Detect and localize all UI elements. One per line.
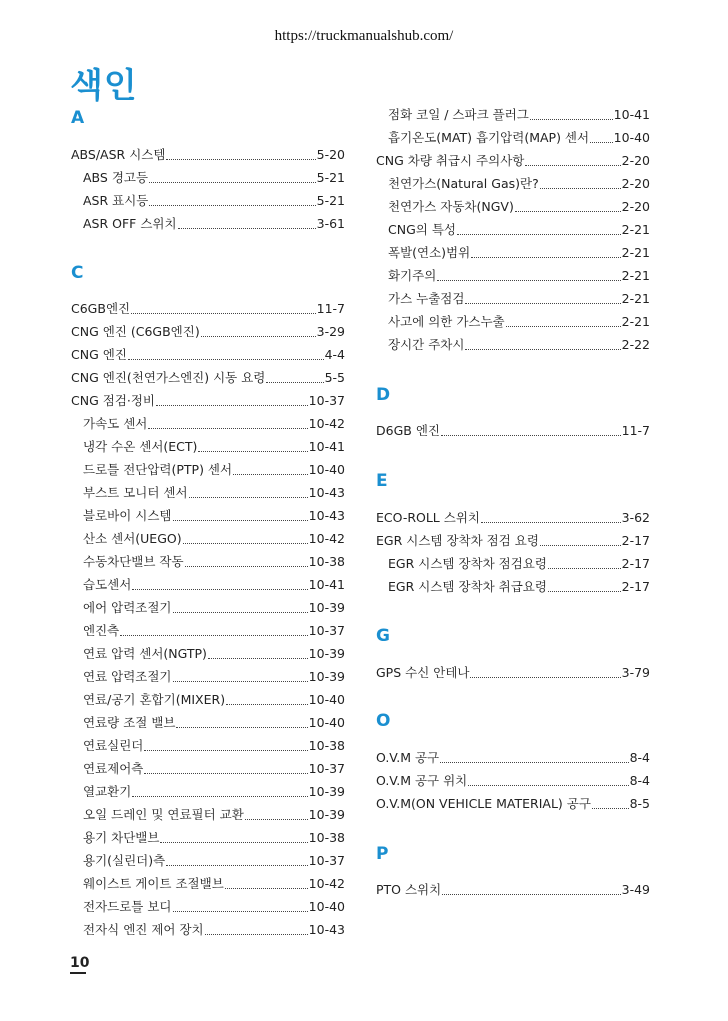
dot-leader bbox=[233, 474, 308, 475]
index-entry-page: 10-40 bbox=[308, 692, 345, 707]
index-entry bbox=[83, 898, 345, 916]
index-entry bbox=[388, 129, 650, 147]
index-entry-label: 가속도 센서 bbox=[83, 416, 148, 431]
index-entry-label: 폭발(연소)범위 bbox=[388, 245, 471, 260]
dot-leader bbox=[525, 165, 620, 166]
index-entry-page: 2-21 bbox=[621, 222, 650, 237]
index-entry bbox=[71, 369, 345, 387]
index-entry bbox=[83, 169, 345, 187]
dot-leader bbox=[245, 819, 308, 820]
index-entry bbox=[83, 576, 345, 594]
index-entry bbox=[388, 198, 650, 216]
index-entry bbox=[83, 691, 345, 709]
dot-leader bbox=[148, 428, 307, 429]
index-entry-label: CNG 엔진 bbox=[71, 347, 127, 362]
dot-leader bbox=[149, 182, 316, 183]
index-entry bbox=[71, 392, 345, 410]
index-entry bbox=[388, 290, 650, 308]
dot-leader bbox=[457, 234, 621, 235]
index-entry-label: 천연가스(Natural Gas)란? bbox=[388, 176, 539, 191]
index-entry bbox=[83, 438, 345, 456]
dot-leader bbox=[173, 520, 308, 521]
dot-leader bbox=[440, 762, 628, 763]
dot-leader bbox=[590, 142, 613, 143]
section-letter: A bbox=[71, 108, 85, 128]
dot-leader bbox=[266, 382, 323, 383]
index-entry-page: 10-42 bbox=[308, 876, 345, 891]
index-entry bbox=[376, 795, 650, 813]
dot-leader bbox=[201, 336, 316, 337]
index-entry-page: 2-20 bbox=[621, 199, 650, 214]
index-entry-page: 10-39 bbox=[308, 646, 345, 661]
index-entry bbox=[388, 221, 650, 239]
dot-leader bbox=[173, 911, 308, 912]
index-entry bbox=[83, 507, 345, 525]
index-entry-page: 2-21 bbox=[621, 245, 650, 260]
page-number-underline bbox=[70, 972, 86, 974]
index-entry bbox=[83, 714, 345, 732]
index-entry-label: 에어 압력조절기 bbox=[83, 600, 172, 615]
index-entry-page: 3-79 bbox=[621, 665, 650, 680]
dot-leader bbox=[128, 359, 324, 360]
index-entry bbox=[83, 461, 345, 479]
index-entry bbox=[83, 668, 345, 686]
index-entry-page: 5-20 bbox=[316, 147, 345, 162]
section-letter: G bbox=[376, 626, 390, 646]
index-entry-page: 10-37 bbox=[308, 623, 345, 638]
index-entry bbox=[376, 532, 650, 550]
index-entry-page: 3-29 bbox=[316, 324, 345, 339]
index-entry-label: 습도센서 bbox=[83, 577, 132, 592]
index-entry bbox=[376, 664, 650, 682]
index-entry-page: 10-43 bbox=[308, 485, 345, 500]
index-entry bbox=[388, 106, 650, 124]
index-entry-label: ECO-ROLL 스위치 bbox=[376, 510, 480, 525]
index-entry-page: 10-40 bbox=[308, 462, 345, 477]
index-entry bbox=[388, 267, 650, 285]
dot-leader bbox=[548, 591, 621, 592]
index-entry-label: ASR 표시등 bbox=[83, 193, 149, 208]
index-entry-label: 냉각 수온 센서(ECT) bbox=[83, 439, 198, 454]
index-entry-label: PTO 스위치 bbox=[376, 882, 442, 897]
section-letter: E bbox=[376, 471, 388, 491]
dot-leader bbox=[144, 750, 307, 751]
dot-leader bbox=[189, 497, 308, 498]
index-entry bbox=[83, 829, 345, 847]
index-entry-label: CNG의 특성 bbox=[388, 222, 456, 237]
index-entry-page: 10-40 bbox=[308, 715, 345, 730]
index-entry-page: 10-38 bbox=[308, 738, 345, 753]
dot-leader bbox=[442, 894, 620, 895]
dot-leader bbox=[185, 566, 308, 567]
index-entry bbox=[376, 772, 650, 790]
index-entry bbox=[388, 555, 650, 573]
dot-leader bbox=[205, 934, 308, 935]
index-entry-label: 수동차단밸브 작동 bbox=[83, 554, 184, 569]
index-entry-label: 천연가스 자동차(NGV) bbox=[388, 199, 514, 214]
index-entry bbox=[376, 509, 650, 527]
index-entry-label: 연료/공기 혼합기(MIXER) bbox=[83, 692, 226, 707]
index-entry-page: 10-42 bbox=[308, 416, 345, 431]
index-entry-page: 10-37 bbox=[308, 393, 345, 408]
index-entry-label: CNG 점검·정비 bbox=[71, 393, 156, 408]
index-entry bbox=[83, 415, 345, 433]
index-entry-page: 5-5 bbox=[324, 370, 345, 385]
index-entry-label: CNG 차량 취급시 주의사항 bbox=[376, 153, 525, 168]
index-entry-label: C6GB엔진 bbox=[71, 301, 131, 316]
index-entry-page: 11-7 bbox=[621, 423, 650, 438]
index-entry-page: 5-21 bbox=[316, 170, 345, 185]
section-letter: O bbox=[376, 711, 391, 731]
dot-leader bbox=[226, 704, 308, 705]
dot-leader bbox=[592, 808, 629, 809]
index-entry-label: 사고에 의한 가스누출 bbox=[388, 314, 505, 329]
dot-leader bbox=[156, 405, 308, 406]
index-entry bbox=[71, 323, 345, 341]
index-entry bbox=[83, 852, 345, 870]
index-entry-page: 10-41 bbox=[308, 439, 345, 454]
index-entry-label: EGR 시스템 장착차 점검요령 bbox=[388, 556, 547, 571]
index-entry bbox=[388, 175, 650, 193]
index-entry-page: 10-40 bbox=[308, 899, 345, 914]
index-entry bbox=[83, 921, 345, 939]
index-entry-page: 2-21 bbox=[621, 268, 650, 283]
index-entry-label: 용기(실린더)측 bbox=[83, 853, 166, 868]
index-entry-page: 2-17 bbox=[621, 556, 650, 571]
index-entry-label: 용기 차단밸브 bbox=[83, 830, 160, 845]
index-entry bbox=[376, 881, 650, 899]
index-entry-page: 2-17 bbox=[621, 533, 650, 548]
index-entry-label: 연료 압력조절기 bbox=[83, 669, 172, 684]
index-entry-label: D6GB 엔진 bbox=[376, 423, 440, 438]
header-url[interactable]: https://truckmanualshub.com/ bbox=[274, 28, 454, 44]
index-entry-label: 연료실린더 bbox=[83, 738, 144, 753]
dot-leader bbox=[465, 303, 620, 304]
index-entry-label: CNG 엔진(천연가스엔진) 시동 요령 bbox=[71, 370, 266, 385]
index-entry-label: 가스 누출점검 bbox=[388, 291, 465, 306]
index-entry-page: 10-41 bbox=[308, 577, 345, 592]
index-entry-page: 2-20 bbox=[621, 153, 650, 168]
dot-leader bbox=[506, 326, 621, 327]
index-entry-label: 장시간 주차시 bbox=[388, 337, 465, 352]
index-entry-page: 2-17 bbox=[621, 579, 650, 594]
index-entry-page: 3-62 bbox=[621, 510, 650, 525]
index-entry bbox=[83, 783, 345, 801]
index-entry bbox=[71, 146, 345, 164]
index-entry bbox=[83, 484, 345, 502]
index-entry-page: 10-39 bbox=[308, 600, 345, 615]
section-letter: D bbox=[376, 385, 391, 405]
dot-leader bbox=[515, 211, 621, 212]
index-entry-label: O.V.M 공구 위치 bbox=[376, 773, 468, 788]
dot-leader bbox=[465, 349, 620, 350]
index-entry-label: 흡기온도(MAT) 흡기압력(MAP) 센서 bbox=[388, 130, 590, 145]
index-entry-label: EGR 시스템 장착차 점검 요령 bbox=[376, 533, 539, 548]
index-entry-label: 웨이스트 게이트 조절밸브 bbox=[83, 876, 224, 891]
index-entry-page: 2-21 bbox=[621, 314, 650, 329]
dot-leader bbox=[540, 188, 621, 189]
dot-leader bbox=[468, 785, 628, 786]
index-entry bbox=[83, 530, 345, 548]
dot-leader bbox=[149, 205, 315, 206]
index-entry-label: 전자식 엔진 제어 장치 bbox=[83, 922, 204, 937]
index-entry-page: 10-37 bbox=[308, 761, 345, 776]
index-entry bbox=[83, 737, 345, 755]
dot-leader bbox=[198, 451, 307, 452]
index-entry-page: 10-40 bbox=[613, 130, 650, 145]
dot-leader bbox=[470, 677, 620, 678]
index-entry bbox=[83, 622, 345, 640]
dot-leader bbox=[173, 681, 308, 682]
index-entry-label: ABS/ASR 시스템 bbox=[71, 147, 166, 162]
index-entry-page: 5-21 bbox=[316, 193, 345, 208]
index-entry-label: CNG 엔진 (C6GB엔진) bbox=[71, 324, 200, 339]
dot-leader bbox=[530, 119, 613, 120]
index-entry-label: 드로틀 전단압력(PTP) 센서 bbox=[83, 462, 233, 477]
index-entry-label: 연료량 조절 밸브 bbox=[83, 715, 176, 730]
dot-leader bbox=[144, 773, 307, 774]
index-entry-page: 10-37 bbox=[308, 853, 345, 868]
index-entry-label: 화기주의 bbox=[388, 268, 437, 283]
index-entry bbox=[83, 215, 345, 233]
index-entry-page: 4-4 bbox=[324, 347, 345, 362]
index-entry-label: ABS 경고등 bbox=[83, 170, 149, 185]
index-entry bbox=[83, 875, 345, 893]
dot-leader bbox=[437, 280, 620, 281]
page-number: 10 bbox=[70, 955, 90, 971]
index-entry bbox=[83, 599, 345, 617]
page-title: 색인 bbox=[70, 66, 138, 106]
dot-leader bbox=[548, 568, 621, 569]
index-entry-page: 2-20 bbox=[621, 176, 650, 191]
index-entry bbox=[388, 578, 650, 596]
index-entry bbox=[71, 346, 345, 364]
index-entry bbox=[376, 749, 650, 767]
index-entry-label: 산소 센서(UEGO) bbox=[83, 531, 182, 546]
index-entry-page: 11-7 bbox=[316, 301, 345, 316]
index-entry-label: O.V.M 공구 bbox=[376, 750, 440, 765]
index-entry-label: 열교환기 bbox=[83, 784, 132, 799]
dot-leader bbox=[471, 257, 620, 258]
dot-leader bbox=[166, 865, 307, 866]
index-entry-page: 2-22 bbox=[621, 337, 650, 352]
index-entry-page: 2-21 bbox=[621, 291, 650, 306]
dot-leader bbox=[225, 888, 308, 889]
dot-leader bbox=[481, 522, 621, 523]
index-entry-page: 10-38 bbox=[308, 830, 345, 845]
index-entry-page: 10-42 bbox=[308, 531, 345, 546]
index-entry-label: 오일 드레인 및 연료필터 교환 bbox=[83, 807, 244, 822]
index-entry bbox=[388, 313, 650, 331]
dot-leader bbox=[178, 228, 316, 229]
index-entry bbox=[83, 760, 345, 778]
index-entry-page: 10-38 bbox=[308, 554, 345, 569]
index-entry bbox=[388, 336, 650, 354]
section-letter: C bbox=[71, 263, 84, 283]
index-entry-page: 10-39 bbox=[308, 807, 345, 822]
index-entry-label: EGR 시스템 장착차 취급요령 bbox=[388, 579, 547, 594]
index-entry-page: 10-39 bbox=[308, 784, 345, 799]
index-entry bbox=[83, 192, 345, 210]
dot-leader bbox=[441, 435, 621, 436]
dot-leader bbox=[176, 727, 307, 728]
index-entry-page: 8-5 bbox=[629, 796, 650, 811]
index-entry-page: 10-43 bbox=[308, 508, 345, 523]
index-entry-page: 10-43 bbox=[308, 922, 345, 937]
index-entry bbox=[83, 553, 345, 571]
index-entry-label: GPS 수신 안테나 bbox=[376, 665, 470, 680]
index-entry-page: 10-39 bbox=[308, 669, 345, 684]
index-entry bbox=[83, 645, 345, 663]
index-entry-label: 전자드로틀 보디 bbox=[83, 899, 172, 914]
dot-leader bbox=[132, 796, 307, 797]
index-entry-page: 8-4 bbox=[629, 773, 650, 788]
dot-leader bbox=[120, 635, 307, 636]
index-entry bbox=[376, 152, 650, 170]
dot-leader bbox=[540, 545, 621, 546]
dot-leader bbox=[173, 612, 308, 613]
index-entry-label: 엔진측 bbox=[83, 623, 120, 638]
section-letter: P bbox=[376, 844, 389, 864]
index-entry-label: O.V.M(ON VEHICLE MATERIAL) 공구 bbox=[376, 796, 591, 811]
index-entry bbox=[83, 806, 345, 824]
index-entry-page: 8-4 bbox=[629, 750, 650, 765]
index-entry-label: 부스트 모니터 센서 bbox=[83, 485, 188, 500]
dot-leader bbox=[166, 159, 315, 160]
index-entry-label: ASR OFF 스위치 bbox=[83, 216, 177, 231]
index-entry-page: 3-61 bbox=[316, 216, 345, 231]
dot-leader bbox=[208, 658, 308, 659]
index-entry bbox=[376, 422, 650, 440]
index-entry-label: 점화 코일 / 스파크 플러그 bbox=[388, 107, 529, 122]
index-entry-label: 블로바이 시스템 bbox=[83, 508, 172, 523]
dot-leader bbox=[183, 543, 308, 544]
dot-leader bbox=[132, 589, 307, 590]
dot-leader bbox=[160, 842, 307, 843]
index-entry-label: 연료제어측 bbox=[83, 761, 144, 776]
index-entry bbox=[71, 300, 345, 318]
dot-leader bbox=[131, 313, 316, 314]
index-entry-label: 연료 압력 센서(NGTP) bbox=[83, 646, 207, 661]
index-entry-page: 10-41 bbox=[613, 107, 650, 122]
index-entry-page: 3-49 bbox=[621, 882, 650, 897]
index-entry bbox=[388, 244, 650, 262]
